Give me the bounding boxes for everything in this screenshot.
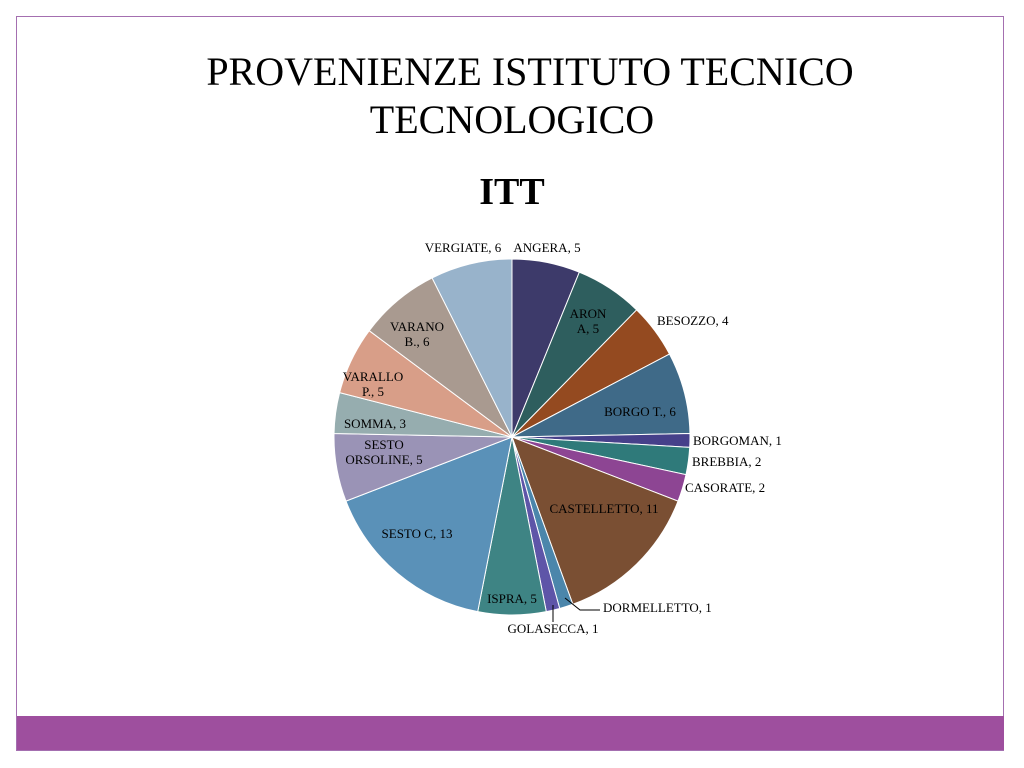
data-label-vergiate	[425, 240, 502, 255]
slide-title-line-2: TECNOLOGICO	[369, 97, 655, 142]
data-label-line: VARANO	[390, 319, 444, 334]
data-label-castelletto	[549, 501, 658, 516]
data-label-line: BESOZZO, 4	[657, 313, 729, 328]
data-label-line: CASTELLETTO, 11	[549, 501, 659, 516]
data-label-line: SOMMA, 3	[343, 416, 407, 431]
data-label-line: SESTO C, 13	[381, 526, 453, 541]
data-label-line: ORSOLINE, 5	[345, 452, 423, 467]
data-label-casorate	[685, 480, 765, 495]
data-label-line: BORGOMAN, 1	[693, 433, 782, 448]
data-label-borgoman	[693, 433, 782, 448]
data-label-line: CASORATE, 2	[685, 480, 766, 495]
data-label-brebbia	[692, 454, 761, 469]
data-label-line: VARALLO	[342, 369, 404, 384]
data-label-line: VERGIATE, 6	[424, 240, 502, 255]
data-label-line: SESTO	[364, 437, 404, 452]
data-label-somma	[344, 416, 406, 431]
data-label-line: B., 6	[404, 334, 430, 349]
data-label-line: A, 5	[576, 321, 600, 336]
chart-title: ITT	[479, 171, 545, 213]
data-label-line: BREBBIA, 2	[692, 454, 762, 469]
data-label-line: ANGERA, 5	[513, 240, 581, 255]
slide-title-line-1: PROVENIENZE ISTITUTO TECNICO	[206, 49, 854, 94]
data-label-ispra	[487, 591, 537, 606]
data-label-line: ARON	[569, 306, 607, 321]
data-label-besozzo	[657, 313, 729, 328]
data-label-line: P., 5	[361, 384, 385, 399]
data-label-line: BORGO T., 6	[604, 404, 676, 419]
data-label-line: DORMELLETTO, 1	[603, 600, 712, 615]
data-label-sesto-c	[382, 526, 453, 541]
data-label-line: ISPRA, 5	[487, 591, 537, 606]
data-label-angera	[513, 240, 580, 255]
data-label-golasecca	[507, 621, 598, 636]
data-label-dormelletto	[603, 600, 712, 615]
data-label-line: GOLASECCA, 1	[507, 621, 599, 636]
data-label-borgo-t	[604, 404, 676, 419]
